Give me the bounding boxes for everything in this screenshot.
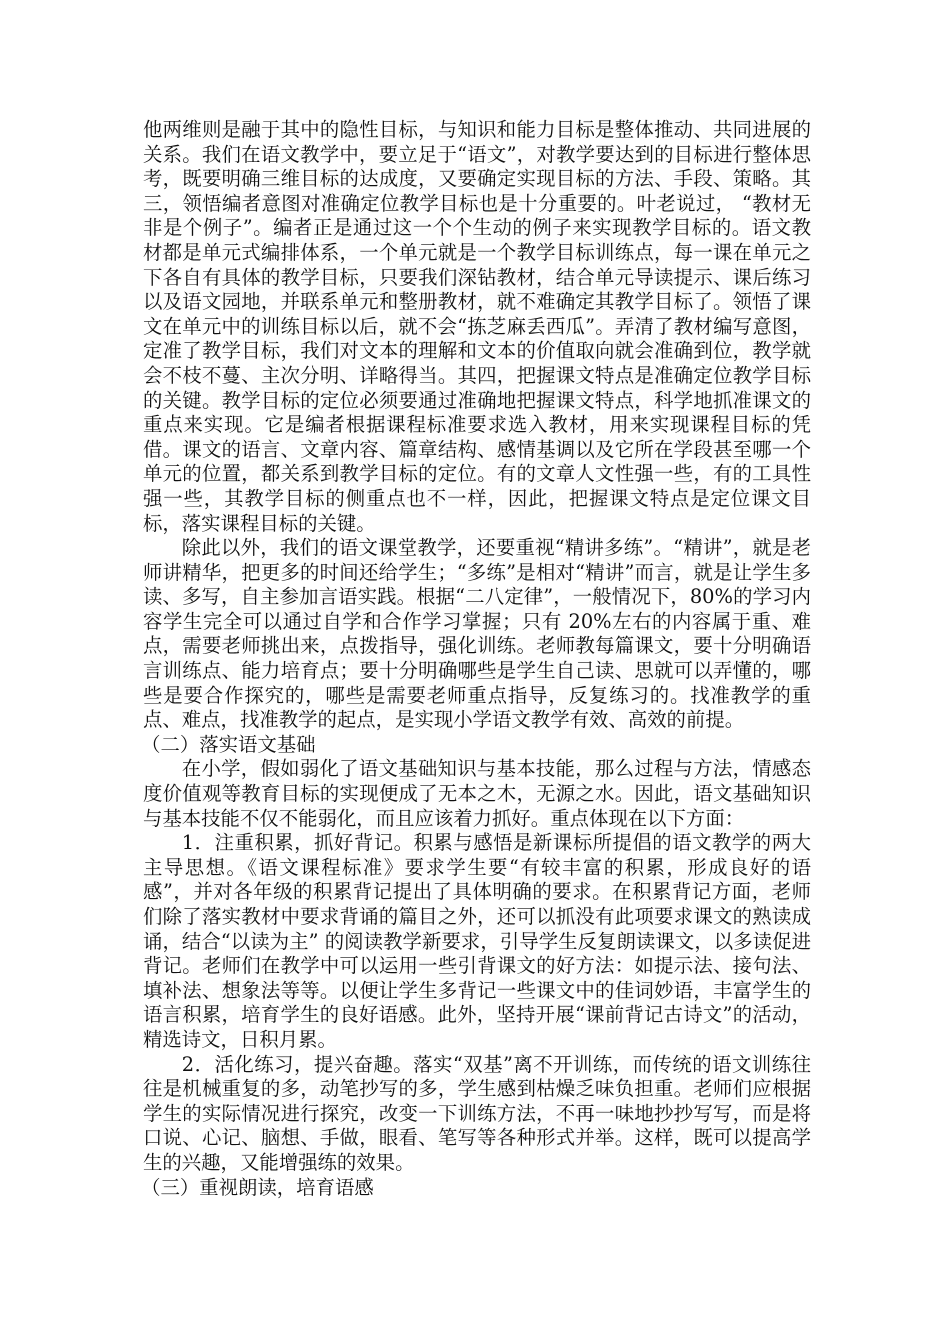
document-page	[143, 118, 811, 1200]
section-heading: （二）落实语文基础	[141, 732, 316, 756]
body-paragraph: 除此以外，我们的语文课堂教学，还要重视“精讲多练”。“精讲”，就是老师讲精华，把更多的时间还给学生；“多练”是相对“精讲”而言，就是让学生多读、多写，自主参加言语实践。根据“二八定律”，一般情况下，80%的学习内容学生完全可以通过自学和合作学习掌握；只有 20%左右的内容属于重、难点，需要老师挑出来，点拨指导，强化训练。老师教每篇课文，要十分明确语言训练点、能力培育点；要十分明确哪些是学生自己读、思就可以弄懂的，哪些是要合作探究的，哪些是需要老师重点指导，反复练习的。找准教学的重点、难点，找准教学的起点，是实现小学语文教学有效、高效的前提。	[143, 536, 811, 732]
body-paragraph: 他两维则是融于其中的隐性目标，与知识和能力目标是整体推动、共同进展的关系。我们在语文教学中，要立足于“语文”，对教学要达到的目标进行整体思考，既要明确三维目标的达成度，又要确定实现目标的方法、手段、策略。其三，领悟编者意图对准确定位教学目标也是十分重要的。叶老说过， “教材无非是个例子”。编者正是通过这一个个生动的例子来实现教学目标的。语文教材都是单元式编排体系，一个单元就是一个教学目标训练点，每一课在单元之下各自有具体的教学目标，只要我们深钻教材，结合单元导读提示、课后练习以及语文园地，并联系单元和整册教材，就不难确定其教学目标了。领悟了课文在单元中的训练目标以后，就不会“拣芝麻丢西瓜”。弄清了教材编写意图，定准了教学目标，我们对文本的理解和文本的价值取向就会准确到位，教学就会不枝不蔓、主次分明、详略得当。其四，把握课文特点是准确定位教学目标的关键。教学目标的定位必须要通过准确地把握课文特点，科学地抓准课文的重点来实现。它是编者根据课程标准要求选入教材，用来实现课程目标的凭借。课文的语言、文章内容、篇章结构、感情基调以及它所在学段甚至哪一个单元的位置，都关系到教学目标的定位。有的文章人文性强一些，有的工具性强一些，其教学目标的侧重点也不一样，因此，把握课文特点是定位课文目标，落实课程目标的关键。	[143, 118, 811, 535]
body-paragraph: 2．活化练习，提兴奋趣。落实“双基”离不开训练，而传统的语文训练往往是机械重复的多，动笔抄写的多，学生感到枯燥乏味负担重。老师们应根据学生的实际情况进行探究，改变一下训练方法，不再一味地抄抄写写，而是将口说、心记、脑想、手做，眼看、笔写等各种形式并举。这样，既可以提高学生的兴趣，又能增强练的效果。	[143, 1052, 811, 1174]
section-heading: （三）重视朗读，培育语感	[141, 1175, 374, 1199]
body-paragraph: 1．注重积累，抓好背记。积累与感悟是新课标所提倡的语文教学的两大主导思想。《语文课程标准》要求学生要“有较丰富的积累，形成良好的语感”，并对各年级的积累背记提出了具体明确的要求。在积累背记方面，老师们除了落实教材中要求背诵的篇目之外，还可以抓没有此项要求课文的熟读成诵，结合“以读为主” 的阅读教学新要求，引导学生反复朗读课文，以多读促进背记。老师们在教学中可以运用一些引背课文的好方法：如提示法、接句法、填补法、想象法等等。以便让学生多背记一些课文中的佳词妙语，丰富学生的语言积累，培育学生的良好语感。此外，坚持开展“课前背记古诗文”的活动，精选诗文，日积月累。	[143, 831, 811, 1051]
body-paragraph: 在小学，假如弱化了语文基础知识与基本技能，那么过程与方法，情感态度价值观等教育目标的实现便成了无本之木，无源之水。因此，语文基础知识与基本技能不仅不能弱化，而且应该着力抓好。重点体现在以下方面：	[143, 757, 811, 830]
